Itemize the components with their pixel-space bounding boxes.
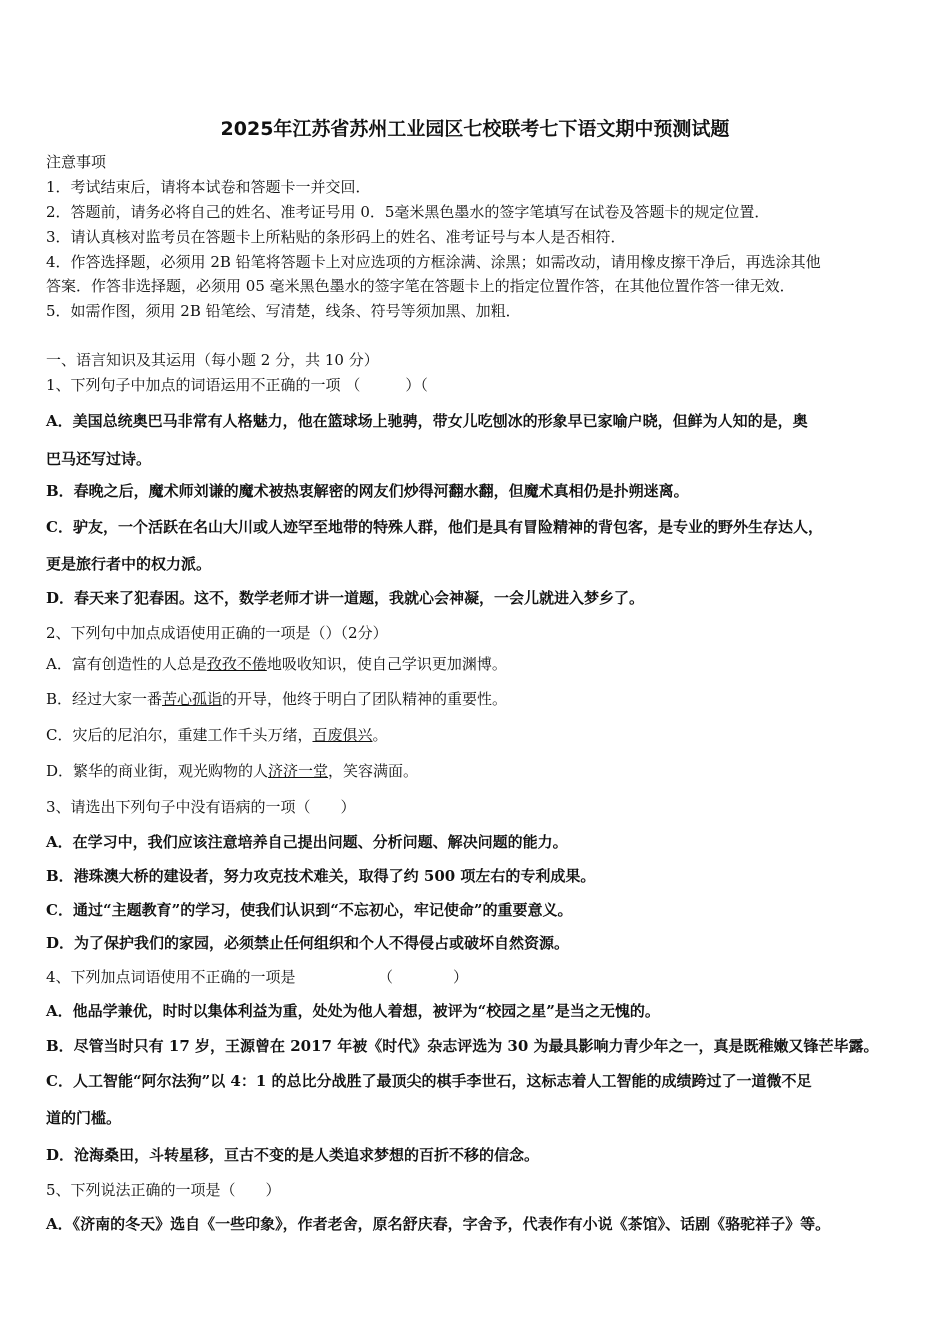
q2-stem: 2、下列句中加点成语使用正确的一项是（）（2分） bbox=[46, 624, 388, 642]
q2-c-post: 。 bbox=[372, 726, 388, 744]
notice-item-4-cont: 答案．作答非选择题，必须用 05 毫米黑色墨水的签字笔在答题卡上的指定位置作答，在其他位置作答一律无效． bbox=[46, 277, 795, 295]
q4-option-d: D．沧海桑田，斗转星移，亘古不变的是人类追求梦想的百折不移的信念。 bbox=[46, 1146, 540, 1164]
notice-item-1: 1．考试结束后，请将本试卷和答题卡一并交回． bbox=[46, 178, 371, 196]
q1-option-c: C．驴友，一个活跃在名山大川或人迹罕至地带的特殊人群，他们是具有冒险精神的背包客，是专业的野外生存达人， bbox=[46, 518, 823, 536]
q5-option-a: A．《济南的冬天》选自《一些印象》，作者老舍，原名舒庆春，字舍予，代表作有小说《茶馆》、话剧《骆驼祥子》等。 bbox=[46, 1215, 831, 1233]
section-heading: 一、语言知识及其运用（每小题 2 分，共 10 分） bbox=[46, 351, 379, 369]
q1-option-c-cont: 更是旅行者中的权力派。 bbox=[46, 555, 212, 573]
q1-option-a-cont: 巴马还写过诗。 bbox=[46, 450, 152, 468]
q4-option-b: B．尽管当时只有 17 岁，王源曾在 2017 年被《时代》杂志评选为 30 为最具影响力青少年之一，真是既稚嫩又锋芒毕露。 bbox=[46, 1037, 879, 1055]
q2-d-pre: D．繁华的商业街，观光购物的人 bbox=[46, 762, 269, 780]
q3-stem: 3、请选出下列句子中没有语病的一项（ ） bbox=[46, 798, 356, 816]
q4-option-c: C．人工智能“阿尔法狗”以 4：1 的总比分战胜了最顶尖的棋手李世石，这标志着人工智能的成绩跨过了一道微不足 bbox=[46, 1072, 812, 1090]
q1-option-b: B．春晚之后，魔术师刘谦的魔术被热衷解密的网友们炒得河翻水翻，但魔术真相仍是扑朔迷离。 bbox=[46, 482, 689, 500]
q2-c-pre: C．灾后的尼泊尔，重建工作千头万绪， bbox=[46, 726, 313, 744]
q2-b-pre: B．经过大家一番 bbox=[46, 690, 163, 708]
q4-option-a: A．他品学兼优，时时以集体利益为重，处处为他人着想，被评为“校园之星”是当之无愧的。 bbox=[46, 1002, 660, 1020]
notice-heading: 注意事项 bbox=[46, 153, 107, 171]
page-title: 2025年江苏省苏州工业园区七校联考七下语文期中预测试题 bbox=[220, 118, 730, 140]
q2-b-post: 的开导，他终于明白了团队精神的重要性。 bbox=[222, 690, 508, 708]
q1-option-d: D．春天来了犯春困。这不，数学老师才讲一道题，我就心会神凝，一会儿就进入梦乡了。 bbox=[46, 589, 645, 607]
notice-item-2: 2．答题前，请务必将自己的姓名、准考证号用 0．5毫米黑色墨水的签字笔填写在试卷及答题卡的规定位置． bbox=[46, 203, 770, 221]
q2-option-b bbox=[46, 689, 507, 709]
q3-option-d: D．为了保护我们的家园，必须禁止任何组织和个人不得侵占或破坏自然资源。 bbox=[46, 934, 570, 952]
q2-option-d bbox=[46, 761, 418, 781]
notice-item-5: 5．如需作图，须用 2B 铅笔绘、写清楚，线条、符号等须加黑、加粗． bbox=[46, 302, 521, 320]
q2-c-idiom: 百废俱兴 bbox=[312, 726, 373, 744]
notice-item-3: 3．请认真核对监考员在答题卡上所粘贴的条形码上的姓名、准考证号与本人是否相符． bbox=[46, 228, 626, 246]
q1-option-a: A．美国总统奥巴马非常有人格魅力，他在篮球场上驰骋，带女儿吃刨冰的形象早已家喻户晓，但鲜为人知的是，奥 bbox=[46, 412, 808, 430]
q2-d-idiom: 济济一堂 bbox=[268, 762, 329, 780]
q5-stem: 5、下列说法正确的一项是（ ） bbox=[46, 1181, 281, 1199]
q2-a-idiom: 孜孜不倦 bbox=[206, 655, 267, 673]
q4-option-c-cont: 道的门槛。 bbox=[46, 1109, 122, 1127]
q2-b-idiom: 苦心孤诣 bbox=[162, 690, 223, 708]
q4-stem: 4、下列加点词语使用不正确的一项是 （ ） bbox=[46, 968, 469, 986]
q3-option-b: B．港珠澳大桥的建设者，努力攻克技术难关，取得了约 500 项左右的专利成果。 bbox=[46, 867, 596, 885]
q1-stem: 1、下列句子中加点的词语运用不正确的一项 （ ）（ bbox=[46, 376, 428, 394]
q2-option-c bbox=[46, 725, 388, 745]
q3-option-c: C．通过“主题教育”的学习，使我们认识到“不忘初心，牢记使命”的重要意义。 bbox=[46, 901, 573, 919]
notice-item-4: 4．作答选择题，必须用 2B 铅笔将答题卡上对应选项的方框涂满、涂黑；如需改动，请用橡皮擦干净后，再选涂其他 bbox=[46, 253, 821, 271]
q2-a-pre: A．富有创造性的人总是 bbox=[46, 655, 207, 673]
q2-a-post: 地吸收知识，使自己学识更加渊博。 bbox=[266, 655, 507, 673]
q2-option-a bbox=[46, 654, 507, 674]
q3-option-a: A．在学习中，我们应该注意培养自己提出问题、分析问题、解决问题的能力。 bbox=[46, 833, 568, 851]
q2-d-post: ，笑容满面。 bbox=[328, 762, 419, 780]
